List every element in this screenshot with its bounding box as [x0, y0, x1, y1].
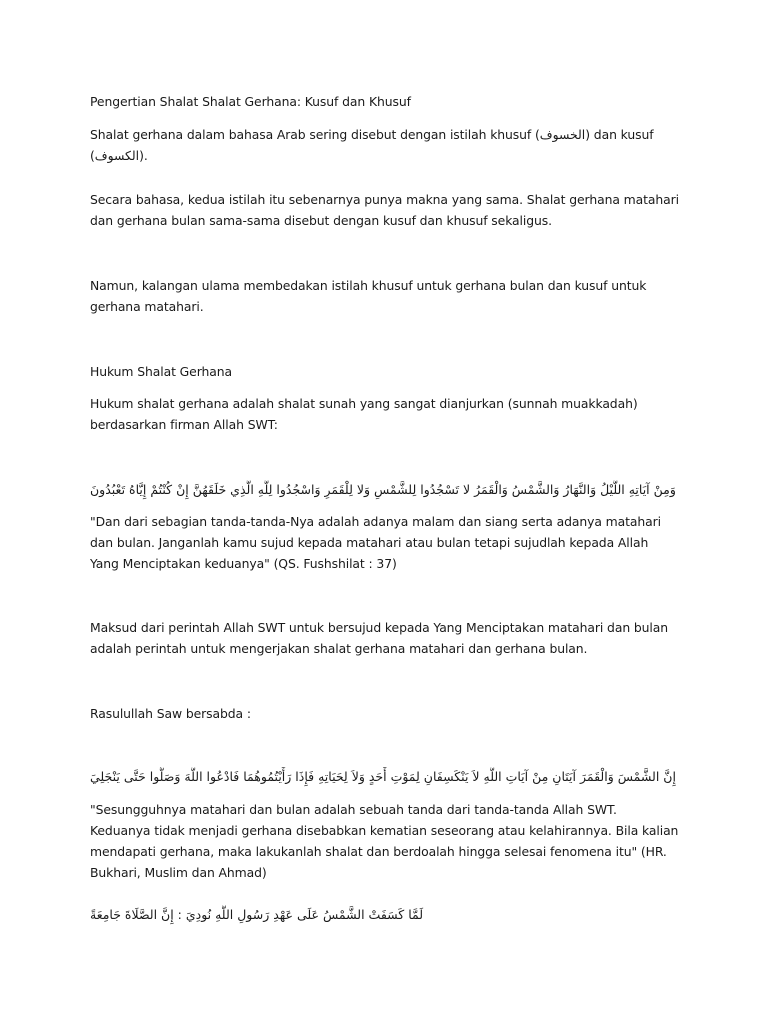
paragraph-maksud: Maksud dari perintah Allah SWT untuk bersujud kepada Yang Menciptakan matahari dan bulan adalah perintah untuk mengerjakan shalat gerhana matahari dan gerhana bulan. — [90, 620, 669, 656]
paragraph-translation-hadith: "Sesungguhnya matahari dan bulan adalah sebuah tanda dari tanda-tanda Allah SWT. Keduanya tidak menjadi gerhana disebabkan kematian seseorang atau kelahirannya. Bila kalian mendapati gerhana, maka lakukanlah shalat dan berdoalah hingga selesai fenomena itu" (HR. Bukhari, Muslim dan Ahmad) — [90, 802, 679, 880]
paragraph-khusuf-kusuf: Shalat gerhana dalam bahasa Arab sering disebut dengan istilah khusuf (الخسوف) dan kusuf (الكسوف). — [90, 127, 654, 163]
paragraph-namun: Namun, kalangan ulama membedakan istilah khusuf untuk gerhana bulan dan kusuf untuk gerhana matahari. — [90, 278, 647, 314]
heading-hukum-shalat-gerhana: Hukum Shalat Gerhana — [90, 364, 232, 379]
paragraph-rasulullah-bersabda: Rasulullah Saw bersabda : — [90, 706, 251, 721]
arabic-hadith-2: لَمَّا كَسَفَتْ الشَّمْسُ عَلَى عَهْدِ رَسُولِ اللَّهِ نُودِيَ : إِنَّ الصَّلَاةَ جَامِعَةً — [90, 907, 424, 922]
arabic-hadith: إِنَّ الشَّمْسَ وَالْقَمَرَ آيَتَانِ مِنْ آيَاتِ اللَّهِ لاَ يَنْكَسِفَانِ لِمَوْتِ أَحَدٍ وَلاَ لِحَيَاتِهِ فَإِذَا رَأَيْتُمُوهُمَا فَادْعُوا اللَّهَ وَصَلُّوا حَتَّى يَنْجَلِيَ — [90, 769, 676, 784]
paragraph-hukum: Hukum shalat gerhana adalah shalat sunah yang sangat dianjurkan (sunnah muakkadah) berdasarkan firman Allah SWT: — [90, 396, 638, 432]
paragraph-secara-bahasa: Secara bahasa, kedua istilah itu sebenarnya punya makna yang sama. Shalat gerhana matahari dan gerhana bulan sama-sama disebut dengan kusuf dan khusuf sekaligus. — [90, 192, 679, 228]
paragraph-translation-fushshilat: "Dan dari sebagian tanda-tanda-Nya adalah adanya malam dan siang serta adanya matahari dan bulan. Janganlah kamu sujud kepada matahari atau bulan tetapi sujudlah kepada Allah Yang Menciptakan keduanya" (QS. Fushshilat : 37) — [90, 514, 661, 571]
document-title: Pengertian Shalat Shalat Gerhana: Kusuf dan Khusuf — [90, 94, 411, 109]
arabic-verse-fushshilat: وَمِنْ آيَاتِهِ اللَّيْلُ وَالنَّهَارُ وَالشَّمْسُ وَالْقَمَرُ لا تَسْجُدُوا لِلشَّمْسِ وَلا لِلْقَمَرِ وَاسْجُدُوا لِلَّهِ الَّذِي خَلَقَهُنَّ إِنْ كُنْتُمْ إِيَّاهُ تَعْبُدُونَ — [90, 482, 676, 497]
